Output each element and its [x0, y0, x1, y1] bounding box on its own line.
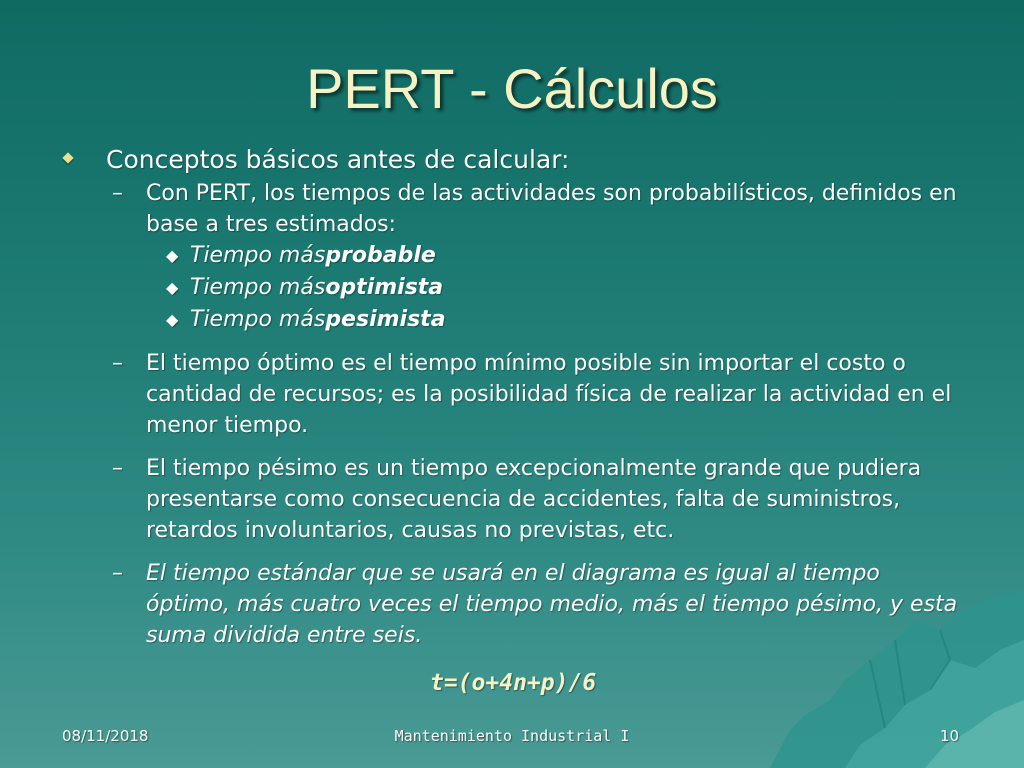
- dash-bullet: –: [112, 456, 123, 481]
- sub-point: [112, 178, 980, 240]
- footer-page-number: 10: [940, 727, 960, 745]
- sub-point-text: El tiempo estándar que se usará en el diagrama es igual al tiempo óptimo, más cuatro veces el tiempo medio, más el tiempo pésimo, y esta suma dividida entre seis.: [146, 561, 958, 648]
- dash-bullet: –: [112, 351, 123, 376]
- footer-course: Mantenimiento Industrial I: [394, 727, 630, 745]
- diamond-bullet-icon: [60, 144, 106, 176]
- estimate-item: [166, 240, 980, 272]
- dash-bullet: –: [112, 561, 123, 586]
- sub-point: [112, 453, 980, 546]
- pert-formula: t=(o+4n+p)/6: [430, 670, 597, 696]
- sub-point: [112, 558, 980, 651]
- diamond-bullet-icon: ◆: [166, 310, 179, 329]
- footer-date: 08/11/2018: [62, 727, 149, 745]
- diamond-bullet-icon: ◆: [166, 278, 179, 297]
- sub-point-text: Con PERT, los tiempos de las actividades son probabilísticos, definidos en base a tres estimados:: [146, 181, 957, 237]
- estimate-keyword: pesimista: [325, 307, 446, 332]
- main-bullet-text: Conceptos básicos antes de calcular:: [106, 145, 570, 174]
- slide-title: PERT - Cálculos: [306, 57, 718, 120]
- estimate-keyword: probable: [325, 243, 436, 268]
- estimate-prefix: Tiempo más: [190, 307, 326, 332]
- estimate-prefix: Tiempo más: [190, 275, 326, 300]
- estimate-keyword: optimista: [325, 275, 444, 300]
- dash-bullet: –: [112, 181, 123, 206]
- estimate-prefix: Tiempo más: [190, 243, 326, 268]
- diamond-bullet-icon: ◆: [166, 246, 179, 265]
- estimate-item: [166, 272, 980, 304]
- main-bullet: [60, 144, 980, 176]
- estimate-item: [166, 304, 980, 336]
- sub-point: [112, 348, 980, 441]
- slide-content: [60, 144, 980, 651]
- sub-point-text: El tiempo pésimo es un tiempo excepcionalmente grande que pudiera presentarse como consecuencia de accidentes, falta de suministros, retardos involuntarios, causas no previstas, etc.: [146, 456, 922, 543]
- sub-point-text: El tiempo óptimo es el tiempo mínimo posible sin importar el costo o cantidad de recursos; es la posibilidad física de realizar la actividad en el menor tiempo.: [146, 351, 952, 438]
